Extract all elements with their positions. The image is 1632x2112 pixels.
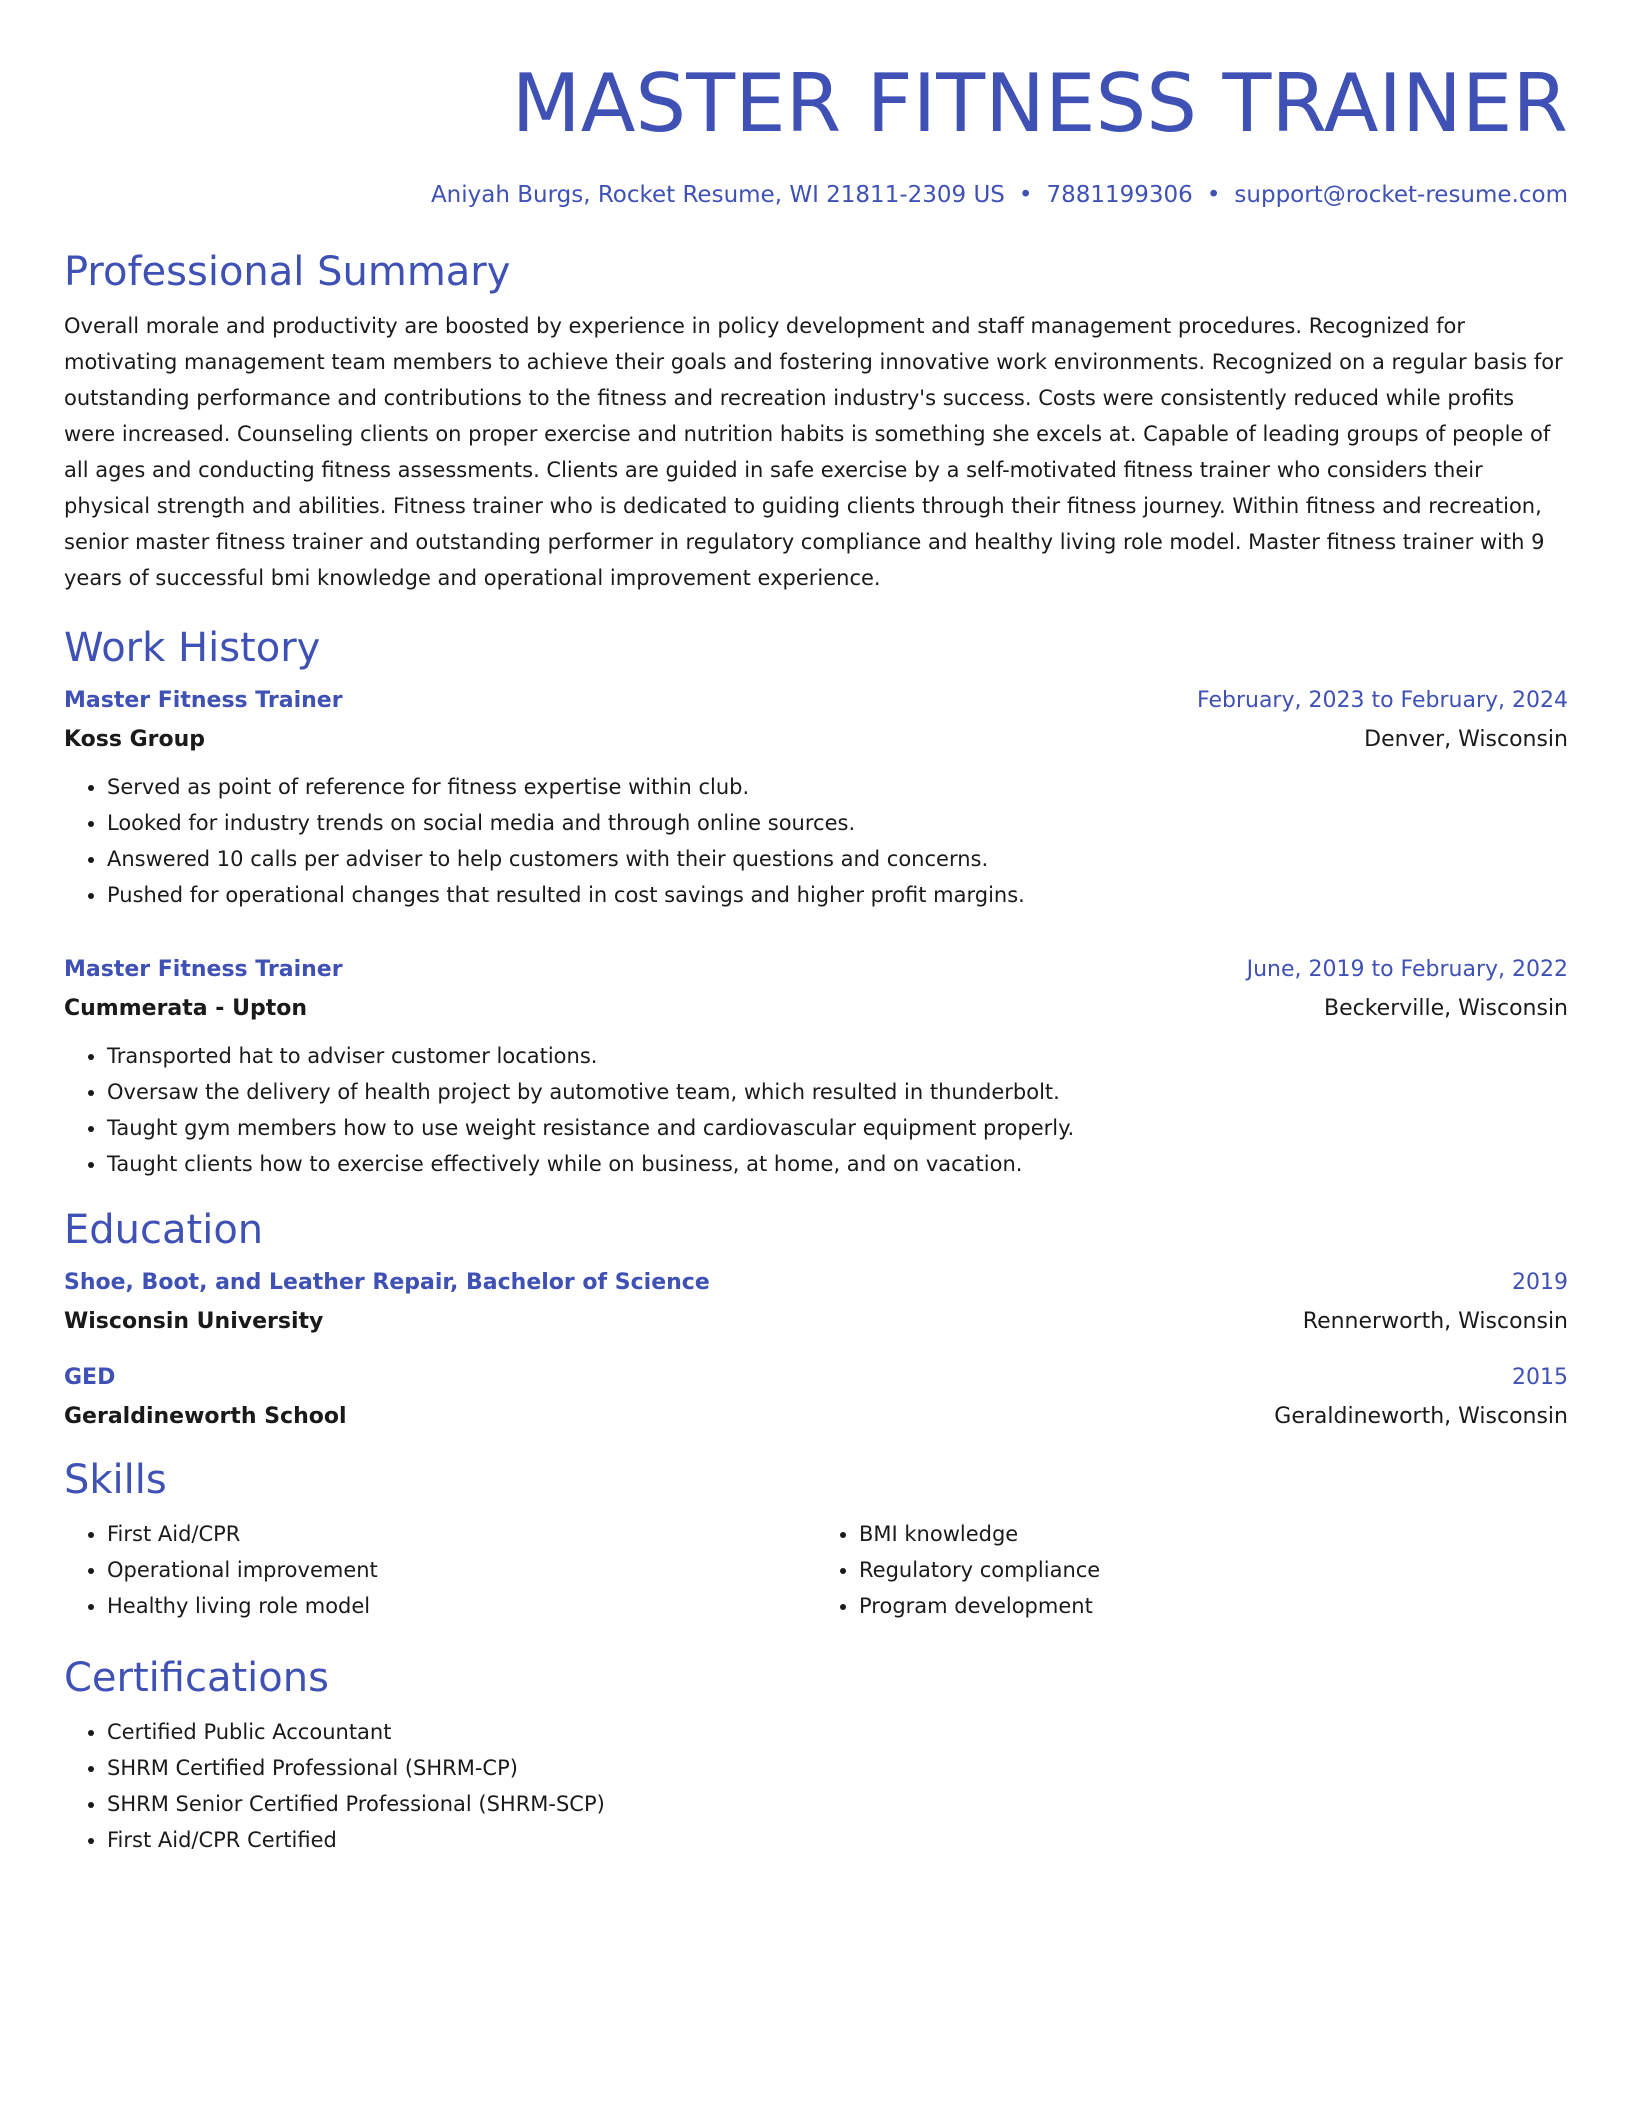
contact-separator: • [1206,182,1221,208]
education-location: Rennerworth, Wisconsin [1302,1309,1568,1334]
summary-section [64,248,1568,596]
education-year: 2015 [1512,1365,1568,1390]
section-heading-certifications: Certifications [64,1655,329,1701]
job-bullet: • Transported hat to adviser customer locations. [107,1038,1568,1074]
education-location: Geraldineworth, Wisconsin [1274,1404,1568,1429]
summary-text: Overall morale and productivity are boosted by experience in policy development and staff management procedures. Recognized for motivating management team members to achieve their goals and fostering innovative work environments. Recognized on a regular basis for outstanding performance and contributions to the fitness and recreation industry's success. Costs were consistently reduced while profits were increased. Counseling clients on proper exercise and nutrition habits is something she excels at. Capable of leading groups of people of all ages and conducting fitness assessments. Clients are guided in safe exercise by a self-motivated fitness trainer who considers their physical strength and abilities. Fitness trainer who is dedicated to guiding clients through their fitness journey. Within fitness and recreation, senior master fitness trainer and outstanding performer in regulatory compliance and healthy living role model. Master fitness trainer with 9 years of successful bmi knowledge and operational improvement experience. [64,314,1563,590]
job-bullet: • Answered 10 calls per adviser to help customers with their questions and concerns. [107,841,1568,877]
contact-email: support@rocket-resume.com [1234,182,1568,208]
skill-item: • Operational improvement [107,1552,816,1588]
skills-column-right [816,1516,1568,1624]
section-heading-education: Education [64,1207,264,1253]
resume-page [64,0,1568,1858]
job-company: Cummerata - Upton [64,996,307,1021]
work-history-section [64,624,1568,1182]
job-location: Beckerville, Wisconsin [1324,996,1568,1021]
skill-item: • Regulatory compliance [859,1552,1568,1588]
certification-item: • SHRM Certified Professional (SHRM-CP) [107,1750,1568,1786]
section-heading-summary: Professional Summary [64,249,511,295]
education-section [64,1206,1568,1432]
contact-line [64,180,1568,210]
certifications-list [64,1714,1568,1858]
skills-section [64,1456,1568,1624]
job-bullet: • Looked for industry trends on social media and through online sources. [107,805,1568,841]
resume-title: MASTER FITNESS TRAINER [511,57,1568,150]
education-entry [64,1363,1568,1432]
education-school: Geraldineworth School [64,1404,347,1429]
skill-item: • BMI knowledge [859,1516,1568,1552]
education-degree: GED [64,1365,116,1390]
certification-item: • Certified Public Accountant [107,1714,1568,1750]
job-bullets [64,769,1568,913]
contact-separator: • [1018,182,1033,208]
job-company: Koss Group [64,727,206,752]
job-dates: February, 2023 to February, 2024 [1197,688,1568,713]
education-school: Wisconsin University [64,1309,324,1334]
skills-grid [64,1516,1568,1624]
job-entry [64,686,1568,913]
skill-item: • First Aid/CPR [107,1516,816,1552]
education-year: 2019 [1512,1270,1568,1295]
job-bullets [64,1038,1568,1182]
education-entry [64,1268,1568,1337]
job-location: Denver, Wisconsin [1364,727,1568,752]
job-bullet: • Taught gym members how to use weight resistance and cardiovascular equipment properly. [107,1110,1568,1146]
certification-item: • SHRM Senior Certified Professional (SHRM-SCP) [107,1786,1568,1822]
skills-column-left [64,1516,816,1624]
job-bullet: • Pushed for operational changes that resulted in cost savings and higher profit margins. [107,877,1568,913]
skill-item: • Program development [859,1588,1568,1624]
contact-phone: 7881199306 [1046,182,1193,208]
job-title: Master Fitness Trainer [64,957,343,982]
job-entry [64,955,1568,1182]
job-bullet: • Taught clients how to exercise effectively while on business, at home, and on vacation. [107,1146,1568,1182]
skill-item: • Healthy living role model [107,1588,816,1624]
education-degree: Shoe, Boot, and Leather Repair, Bachelor of Science [64,1270,710,1295]
job-dates: June, 2019 to February, 2022 [1246,957,1568,982]
certification-item: • First Aid/CPR Certified [107,1822,1568,1858]
section-heading-skills: Skills [64,1457,167,1503]
certifications-section [64,1654,1568,1858]
job-bullet: • Served as point of reference for fitness expertise within club. [107,769,1568,805]
section-heading-work-history: Work History [64,625,321,671]
job-title: Master Fitness Trainer [64,688,343,713]
contact-address: Aniyah Burgs, Rocket Resume, WI 21811-2309 US [430,182,1005,208]
job-bullet: • Oversaw the delivery of health project by automotive team, which resulted in thunderbolt. [107,1074,1568,1110]
